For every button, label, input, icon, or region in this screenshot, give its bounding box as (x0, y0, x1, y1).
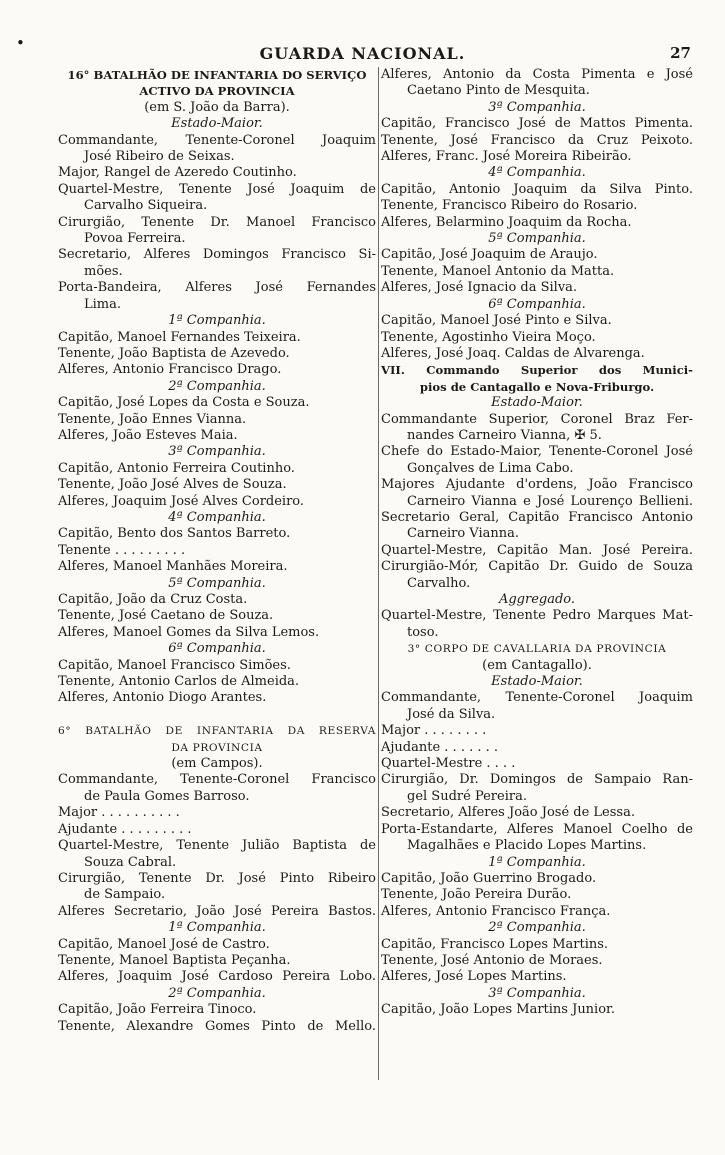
text-line: Alferes, Joaquim José Cardoso Pereira Lobo. (58, 969, 376, 985)
text-line: 6° BATALHÃO DE INFANTARIA DA RESERVA (58, 725, 376, 738)
text-line: Capitão, Francisco Lopes Martins. (381, 936, 609, 952)
text-line: Quartel-Mestre . . . . (381, 756, 516, 772)
text-line: Chefe do Estado-Maior, Tenente-Coronel José (381, 444, 693, 460)
text-line: Aggregado. (498, 592, 576, 607)
page-number: 27 (670, 44, 691, 62)
text-line: Quartel-Mestre, Capitão Man. José Pereira. (381, 542, 693, 558)
text-line: Major . . . . . . . . . . (58, 805, 180, 821)
text-line: Capitão, João Guerrino Brogado. (381, 870, 597, 886)
text-line: Cirurgião, Dr. Domingos de Sampaio Ran- (381, 772, 693, 788)
text-line: Carvalho Siqueira. (84, 198, 208, 214)
text-line: Povoa Ferreira. (84, 231, 186, 247)
text-line: Tenente . . . . . . . . . (58, 542, 186, 558)
text-line: ACTIVO DA PROVINCIA (139, 84, 295, 99)
text-line: 3° CORPO DE CAVALLARIA DA PROVINCIA (407, 643, 667, 656)
column-divider (378, 67, 379, 1080)
text-line: (em Cantagallo). (482, 657, 592, 673)
text-line: Gonçalves de Lima Cabo. (407, 460, 574, 476)
text-line: Quartel-Mestre, Tenente Julião Baptista de (58, 838, 376, 854)
text-line: Tenente, João José Alves de Souza. (58, 477, 287, 493)
left-column (58, 67, 376, 1035)
right-column (381, 67, 693, 1019)
text-line: Commandante, Tenente-Coronel Joaquim (381, 690, 693, 706)
text-line: 1ª Companhia. (168, 920, 266, 936)
text-line: Capitão, João da Cruz Costa. (58, 592, 248, 607)
text-line: 4ª Companhia. (488, 165, 586, 181)
text-line: Alferes, Belarmino Joaquim da Rocha. (381, 214, 632, 230)
text-line: Alferes, Manoel Gomes da Silva Lemos. (58, 624, 320, 640)
text-line: Secretario, Alferes João José de Lessa. (381, 805, 635, 821)
text-line: Estado-Maior. (491, 674, 583, 690)
text-line: José Ribeiro de Seixas. (84, 149, 235, 165)
text-line: Secretario, Alferes Domingos Francisco Si- (58, 247, 376, 263)
text-line: Alferes, João Esteves Maia. (58, 427, 238, 443)
text-line: Alferes, José Ignacio da Silva. (381, 280, 578, 296)
text-line: 2ª Companhia. (488, 920, 586, 936)
text-line: Tenente, Alexandre Gomes Pinto de Mello. (58, 1018, 376, 1034)
text-line: Ajudante . . . . . . . . . (58, 821, 192, 837)
bullet-mark: • (16, 34, 25, 52)
text-line: Capitão, Bento dos Santos Barreto. (58, 526, 291, 542)
text-line: 16° BATALHÃO DE INFANTARIA DO SERVIÇO (67, 68, 367, 82)
text-line: Alferes, Antonio Francisco Drago. (58, 362, 282, 378)
text-line: Quartel-Mestre, Tenente Pedro Marques Mat- (381, 608, 693, 624)
text-line: Quartel-Mestre, Tenente José Joaquim de (58, 181, 376, 197)
text-line: Capitão, Antonio Joaquim da Silva Pinto. (381, 181, 693, 197)
text-line: Alferes, José Joaq. Caldas de Alvarenga. (381, 345, 645, 361)
text-line: Cirurgião-Mór, Capitão Dr. Guido de Souza (381, 559, 693, 575)
text-line: Major . . . . . . . . (381, 723, 487, 739)
text-line: Commandante, Tenente-Coronel Joaquim (58, 132, 376, 148)
text-line: 5ª Companhia. (488, 231, 586, 247)
text-line: Tenente, José Antonio de Moraes. (381, 952, 603, 968)
text-line: Alferes, Franc. José Moreira Ribeirão. (381, 149, 632, 165)
text-line: Carvalho. (407, 575, 471, 591)
text-line: 5ª Companhia. (168, 575, 266, 591)
text-line: 2ª Companhia. (168, 985, 266, 1001)
text-line: nandes Carneiro Vianna, ✠ 5. (407, 427, 602, 443)
text-line: toso. (407, 624, 439, 640)
text-line: 3ª Companhia. (488, 985, 586, 1001)
text-line: Tenente, Manoel Antonio da Matta. (381, 263, 615, 279)
text-line: Commandante Superior, Coronel Braz Fer- (381, 411, 693, 427)
text-line: Capitão, Antonio Ferreira Coutinho. (58, 460, 295, 476)
text-line: 6ª Companhia. (488, 296, 586, 312)
text-line: 6ª Companhia. (168, 641, 266, 657)
text-line: VII. Commando Superior dos Munici- (381, 363, 693, 378)
text-line: 3ª Companhia. (168, 444, 266, 460)
text-line: Cirurgião, Tenente Dr. Manoel Francisco (58, 214, 376, 230)
text-line: Tenente, José Caetano de Souza. (58, 608, 274, 624)
text-line: Alferes Secretario, João José Pereira Bastos. (58, 903, 376, 919)
text-line: Lima. (84, 296, 122, 312)
text-line: Major, Rangel de Azeredo Coutinho. (58, 165, 297, 181)
text-line: Capitão, Manoel José Pinto e Silva. (381, 313, 612, 329)
text-line: de Sampaio. (84, 887, 166, 903)
text-line: Majores Ajudante d'ordens, João Francisco (381, 477, 693, 493)
text-line: Tenente, Francisco Ribeiro do Rosario. (381, 198, 638, 214)
text-line: Secretario Geral, Capitão Francisco Antonio (381, 509, 693, 525)
page-header (0, 34, 725, 66)
text-line: Tenente, João Baptista de Azevedo. (58, 345, 290, 361)
text-line: Capitão, Francisco José de Mattos Pimenta. (381, 116, 693, 132)
text-line: Magalhães e Placido Lopes Martins. (407, 838, 647, 854)
text-line: Tenente, Agostinho Vieira Moço. (381, 329, 596, 345)
text-line: Estado-Maior. (171, 116, 263, 132)
text-line: Capitão, João Lopes Martins Junior. (381, 1002, 615, 1018)
text-line: 1ª Companhia. (168, 313, 266, 329)
text-line: Capitão, José Joaquim de Araujo. (381, 247, 598, 263)
text-line: Porta-Estandarte, Alferes Manoel Coelho de (381, 821, 693, 837)
text-line: Tenente, João Ennes Vianna. (58, 411, 247, 427)
text-line: Cirurgião, Tenente Dr. José Pinto Ribeiro (58, 870, 376, 886)
text-line: mões. (84, 263, 123, 279)
text-line: 1ª Companhia. (488, 854, 586, 870)
text-line: Caetano Pinto de Mesquita. (407, 83, 590, 99)
text-line: Souza Cabral. (84, 854, 177, 870)
text-line: 3ª Companhia. (488, 99, 586, 115)
text-line: Capitão, Manoel José de Castro. (58, 936, 270, 952)
text-line: Alferes, Joaquim José Alves Cordeiro. (58, 493, 305, 509)
text-line: Alferes, Manoel Manhães Moreira. (58, 559, 288, 575)
text-line: Estado-Maior. (491, 395, 583, 411)
text-line: Tenente, José Francisco da Cruz Peixoto. (381, 132, 693, 148)
text-line (58, 707, 376, 723)
text-line: Alferes, Antonio Diogo Arantes. (58, 690, 267, 706)
text-line: 2ª Companhia. (168, 378, 266, 394)
text-line: Ajudante . . . . . . . (381, 739, 499, 755)
text-line: Carneiro Vianna. (407, 526, 520, 542)
text-line: Capitão, João Ferreira Tinoco. (58, 1002, 257, 1018)
text-line: Tenente, Antonio Carlos de Almeida. (58, 674, 300, 690)
text-line: Capitão, Manoel Francisco Simões. (58, 657, 291, 673)
text-line: Capitão, José Lopes da Costa e Souza. (58, 395, 310, 411)
text-line: Capitão, Manoel Fernandes Teixeira. (58, 329, 301, 345)
text-line: pios de Cantagallo e Nova-Friburgo. (419, 379, 655, 394)
text-line: Porta-Bandeira, Alferes José Fernandes (58, 280, 376, 296)
text-line: Alferes, Antonio Francisco França. (381, 903, 611, 919)
text-line: gel Sudré Pereira. (407, 788, 527, 804)
text-line: (em S. João da Barra). (144, 99, 290, 115)
text-line: Alferes, José Lopes Martins. (381, 969, 567, 985)
text-line: DA PROVINCIA (171, 741, 263, 754)
text-line: Alferes, Antonio da Costa Pimenta e José (381, 67, 693, 82)
text-line: Carneiro Vianna e José Lourenço Bellieni. (407, 493, 693, 509)
text-line: (em Campos). (171, 756, 263, 772)
text-line: Tenente, Manoel Baptista Peçanha. (58, 952, 291, 968)
text-line: Tenente, João Pereira Durão. (381, 887, 572, 903)
text-line: Commandante, Tenente-Coronel Francisco (58, 772, 376, 788)
page-title: GUARDA NACIONAL. (259, 44, 466, 63)
text-line: José da Silva. (407, 706, 496, 722)
text-line: 4ª Companhia. (168, 509, 266, 525)
text-line: de Paula Gomes Barroso. (84, 788, 250, 804)
